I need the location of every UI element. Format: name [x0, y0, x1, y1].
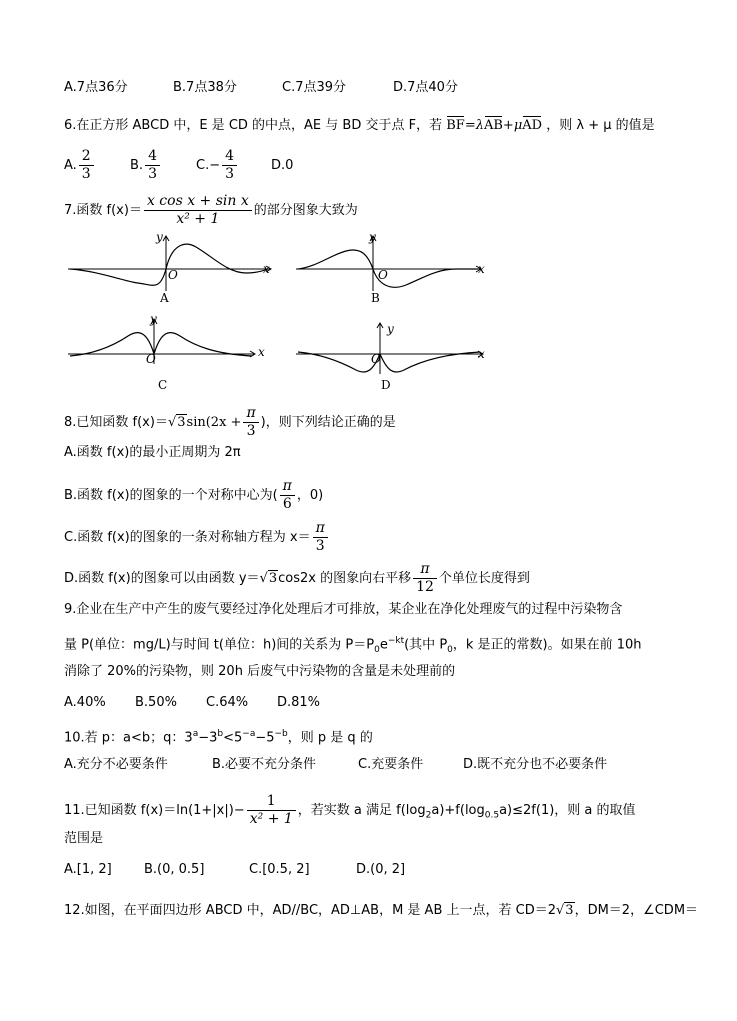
q6-vector-ab: AB — [483, 118, 503, 133]
q6-option-c: C.− $\frac{4}{3}$ — [196, 148, 271, 183]
q10-option-a: A.充分不必要条件 — [64, 757, 168, 772]
graph-d-y-label: y — [387, 322, 394, 336]
q8-fraction: $\frac{\pi}{3}$ — [243, 405, 258, 440]
graph-a — [68, 233, 274, 293]
q5-option-d: D.7点40分 — [393, 80, 458, 95]
q6-lambda: λ — [475, 118, 484, 133]
graph-d-origin: O — [371, 352, 381, 366]
q6-vector-ad: AD — [522, 118, 543, 133]
graph-a-y-label: y — [156, 230, 163, 244]
q8-stem-text: 8.已知函数 f(x)＝ — [64, 415, 168, 430]
q9-line-1: 9.企业在生产中产生的废气要经过净化处理后才可排放，某企业在净化处理废气的过程中污染物含 — [64, 602, 623, 617]
q11-stem: 11.已知函数 f(x)＝ln(1+|x|)− $\frac{1}{\text{x² + 1}}$ ，若实数 a 满足 $f(\log_2a)+f(\log_{0.5}a)\le 2f(1)$，则 a 的取值 — [64, 793, 636, 827]
graph-a-x-label: x — [263, 262, 270, 276]
q11-line-2: 范围是 — [64, 831, 104, 846]
graph-b-origin: O — [378, 268, 388, 282]
q7-fraction: $\frac{\text{x cos x + sin x}}{\text{x² + 1}}$ — [144, 193, 252, 228]
q6-mu: μ — [513, 118, 523, 133]
graph-c-origin: O — [146, 352, 156, 366]
q10-stem: 10.若 p：a<b；q：$3^a-3^b<5^{-a}-5^{-b}$，则 p 是 q 的 — [64, 729, 373, 746]
q8-option-a: A.函数 f(x)的最小正周期为 2π — [64, 445, 241, 460]
q6-option-b: B. $\frac{4}{3}$ — [130, 148, 196, 183]
q11-option-c: C.[0.5, 2] — [249, 862, 310, 877]
q6-stem-text: 6.在正方形 ABCD 中，E 是 CD 的中点，AE 与 BD 交于点 F，若 — [64, 118, 443, 133]
graph-d-label: D — [381, 378, 391, 392]
graph-a-origin: O — [168, 268, 178, 282]
q11-options-row — [64, 861, 405, 879]
q9-option-b: B.50% — [135, 695, 177, 710]
q8-option-d: D.函数 f(x)的图象可以由函数 y＝√3cos2x 的图象向右平移 $\frac{\pi}{12}$ 个单位长度得到 — [64, 561, 530, 595]
q8-sin-part: sin(2x + — [186, 415, 242, 430]
q9-line-3: 消除了 20%的污染物，则 20h 后废气中污染物的含量是未处理前的 — [64, 664, 456, 679]
q8-stem-end: )，则下列结论正确的是 — [260, 415, 396, 430]
q8-option-b: B.函数 f(x)的图象的一个对称中心为( $\frac{\pi}{6}$ ，0) — [64, 478, 324, 512]
graph-c — [68, 316, 258, 366]
q9-option-d: D.81% — [277, 695, 321, 710]
q6-options-row — [64, 148, 293, 183]
q7-stem — [64, 193, 358, 228]
q7-stem-end: 的部分图象大致为 — [253, 203, 358, 218]
q11-option-d: D.(0, 2] — [356, 862, 406, 877]
q8-stem — [64, 405, 396, 440]
q8-sqrt: √3 — [167, 415, 186, 430]
q7-stem-text: 7.函数 f(x)＝ — [64, 203, 142, 218]
q6-option-d: D.0 — [271, 158, 294, 173]
q9-option-a: A.40% — [64, 695, 106, 710]
graph-b — [296, 233, 484, 293]
q11-option-b: B.(0, 0.5] — [144, 862, 205, 877]
q6-option-a: A. $\frac{2}{3}$ — [64, 148, 130, 183]
graph-b-label: B — [371, 291, 380, 305]
graph-a-label: A — [160, 291, 169, 305]
q12-stem: 12.如图，在平面四边形 ABCD 中，AD//BC，AD⊥AB，M 是 AB 上一点，若 CD＝2√3，DM＝2，∠CDM＝ — [64, 903, 699, 918]
q5-options-row — [64, 79, 458, 97]
graph-b-x-label: x — [478, 262, 485, 276]
q6-stem-end: ，则 λ + μ 的值是 — [546, 118, 655, 133]
q6-plus: + — [502, 118, 514, 133]
q5-option-b: B.7点38分 — [173, 80, 237, 95]
q5-option-a: A.7点36分 — [64, 80, 128, 95]
q9-option-c: C.64% — [206, 695, 249, 710]
q10-options-row — [64, 756, 607, 774]
q9-options-row — [64, 694, 320, 712]
graph-c-y-label: y — [150, 312, 157, 326]
q5-option-c: C.7点39分 — [282, 80, 347, 95]
q10-option-d: D.既不充分也不必要条件 — [463, 757, 608, 772]
graph-c-label: C — [158, 378, 168, 392]
q8-option-c: C.函数 f(x)的图象的一条对称轴方程为 x＝ $\frac{\pi}{3}$ — [64, 520, 330, 555]
q10-option-c: C.充要条件 — [358, 757, 424, 772]
graph-d-x-label: x — [478, 347, 485, 361]
q9-line-2: 量 P(单位：mg/L)与时间 t(单位：h)间的关系为 $P=P_0e^{-kt}$(其中 $P_0$，k 是正的常数)。如果在前 10h — [64, 636, 642, 655]
q10-option-b: B.必要不充分条件 — [212, 757, 317, 772]
q6-stem — [64, 117, 655, 135]
graph-b-y-label: y — [369, 230, 376, 244]
graph-c-x-label: x — [258, 345, 265, 359]
q11-option-a: A.[1, 2] — [64, 862, 112, 877]
q6-equals: = — [464, 118, 476, 133]
q6-vector-bf: BF — [446, 118, 465, 133]
